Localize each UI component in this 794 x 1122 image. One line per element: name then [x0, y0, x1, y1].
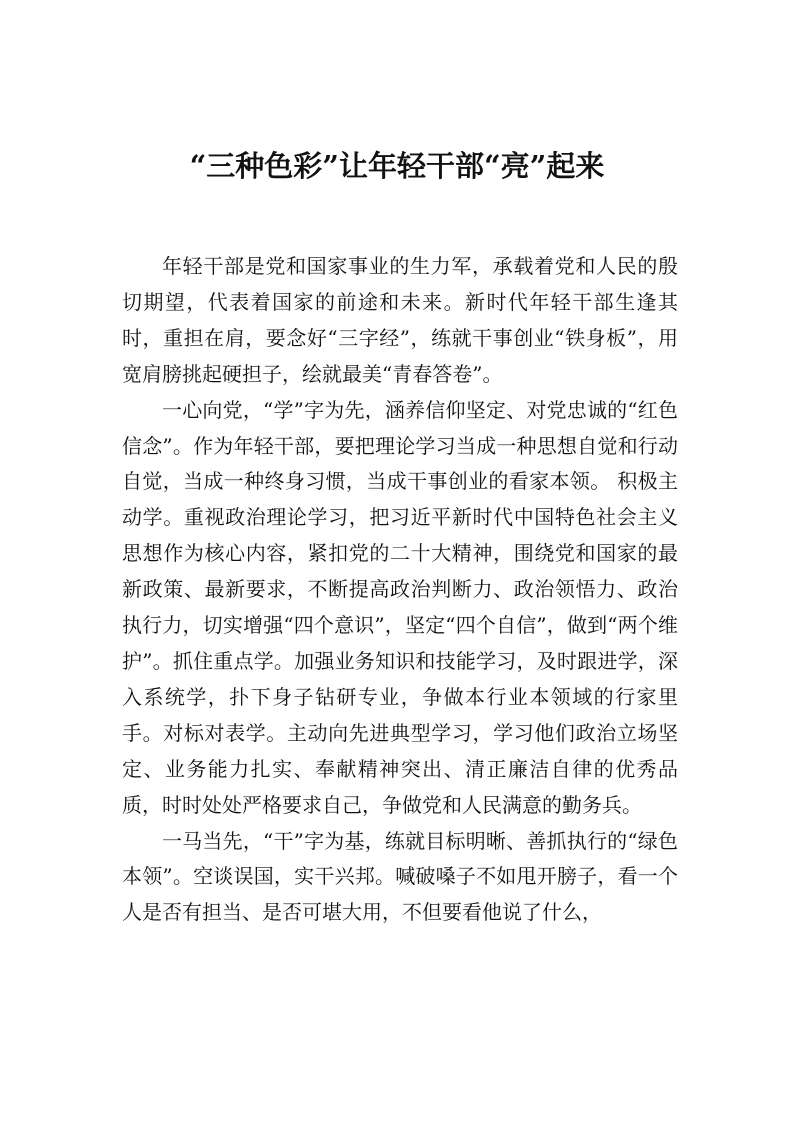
intro-paragraph: 年轻干部是党和国家事业的生力军，承载着党和人民的殷切期望，代表着国家的前途和未来。新时代年轻干部生逢其时，重担在肩，要念好“三字经”，练就干事创业“铁身板”，用宽肩膀挑起硬担子，绘就最美“青春答卷”。: [122, 254, 678, 386]
document-body: [122, 249, 678, 931]
document-title: “三种色彩”让年轻干部“亮”起来: [189, 149, 605, 183]
study-paragraph: 一心向党，“学”字为先，涵养信仰坚定、对党忠诚的“红色信念”。作为年轻干部，要把理论学习当成一种思想自觉和行动自觉，当成一种终身习惯，当成干事创业的看家本领。 积极主动学。重视政治理论学习，把习近平新时代中国特色社会主义思想作为核心内容，紧扣党的二十大精神，围绕党和国家的最新政策、最新要求，不断提高政治判断力、政治领悟力、政治执行力，切实增强“四个意识”，坚定“四个自信”，做到“两个维护”。抓住重点学。加强业务知识和技能学习，及时跟进学，深入系统学，扑下身子钻研专业，争做本行业本领域的行家里手。对标对表学。主动向先进典型学习，学习他们政治立场坚定、业务能力扎实、奉献精神突出、清正廉洁自律的优秀品质，时时处处严格要求自己，争做党和人民满意的勤务兵。: [122, 397, 678, 817]
action-paragraph: 一马当先，“干”字为基，练就目标明晰、善抓执行的“绿色本领”。空谈误国，实干兴邦。喊破嗓子不如甩开膀子，看一个人是否有担当、是否可堪大用，不但要看他说了什么，: [122, 828, 678, 925]
